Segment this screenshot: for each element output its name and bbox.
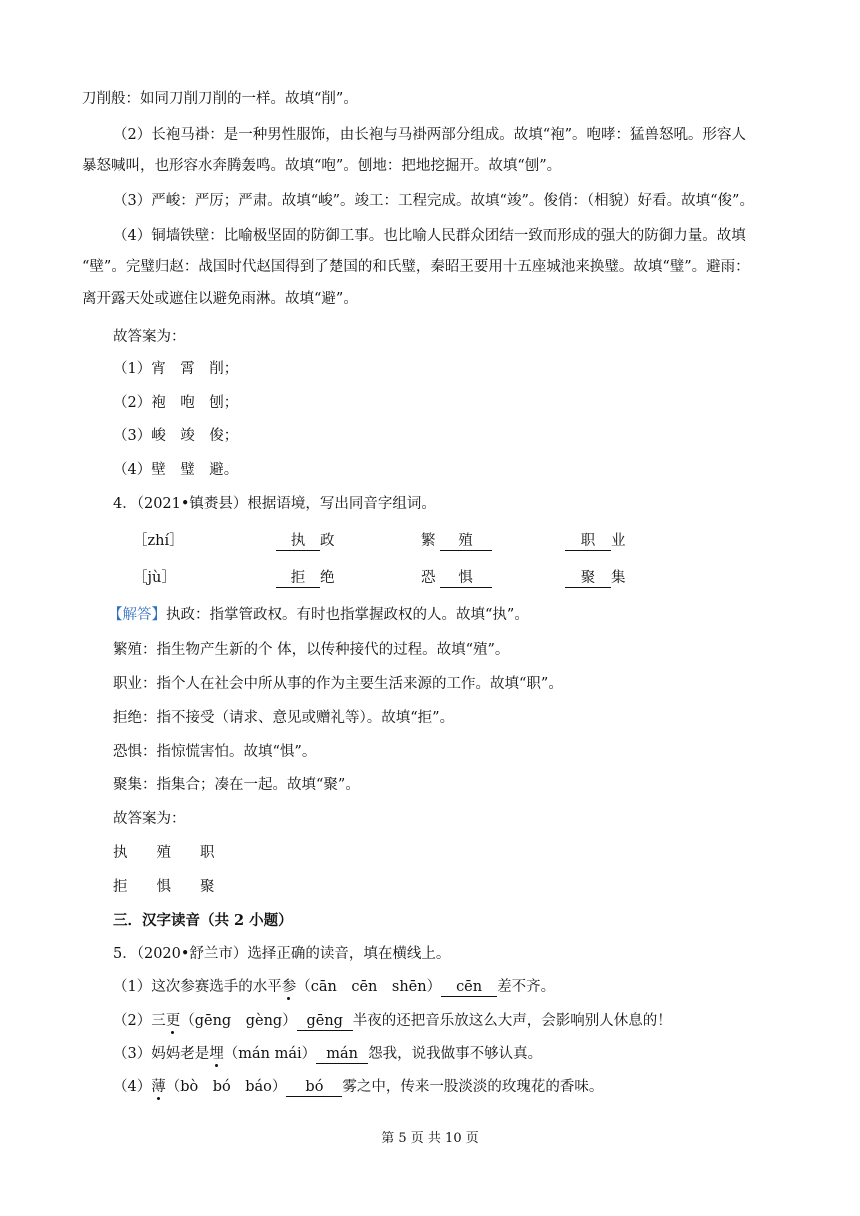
marked-character: 埋	[209, 1046, 224, 1062]
word-2-2: 恐 惧	[421, 568, 492, 588]
word-2-1: 拒 绝	[276, 568, 335, 588]
answer-explanation-4: 拒绝：指不接受（请求、意见或赠礼等）。故填“拒”。	[113, 710, 455, 726]
page-footer: 第 5 页 共 10 页	[381, 1131, 479, 1146]
blank-answer: gēng	[297, 1012, 353, 1031]
answer-line-3: （3）峻 竣 俊；	[113, 428, 239, 444]
answer-explanation-3: 职业：指个人在社会中所从事的作为主要生活来源的工作。故填“职”。	[113, 676, 563, 692]
blank-answer: 殖	[440, 532, 492, 551]
answer-row-1: 执 殖 职	[113, 845, 215, 861]
answer-row-2: 拒 惧 聚	[113, 879, 215, 895]
explanation-2-line-2: 暴怒喊叫，也形容水奔腾轰鸣。故填“咆”。刨地：把地挖掘开。故填“刨”。	[82, 158, 562, 174]
marked-character: 薄	[151, 1079, 166, 1095]
question-4-title: 4．（2021•镇赉县）根据语境，写出同音字组词。	[113, 496, 436, 512]
paragraph-continuation: 刀削般：如同刀削刀削的一样。故填“削”。	[82, 91, 358, 107]
word-1-1: 执 政	[276, 531, 335, 551]
pinyin-ju: ［jù］	[133, 570, 176, 586]
blank-answer: 职	[565, 532, 611, 551]
question-5-title: 5．（2020•舒兰市）选择正确的读音，填在横线上。	[113, 946, 451, 962]
blank-answer: 执	[276, 532, 320, 551]
blank-answer: mán	[316, 1045, 368, 1064]
answer-label-4: 故答案为：	[113, 811, 186, 827]
section-heading: 三．汉字读音（共 2 小题）	[113, 912, 293, 929]
word-2-3: 聚 集	[565, 568, 626, 588]
answer-tag: 【解答】	[108, 607, 166, 623]
blank-answer: cēn	[441, 978, 497, 997]
answer-explanation-5: 恐惧：指惊慌害怕。故填“惧”。	[113, 744, 317, 760]
word-1-3: 职 业	[565, 531, 626, 551]
answer-line-1: （1）宵 霄 削；	[113, 361, 239, 377]
answer-line-4: （4）壁 璧 避。	[113, 462, 239, 478]
explanation-4-line-1: （4）铜墙铁壁：比喻极坚固的防御工事。也比喻人民群众团结一致而形成的强大的防御力量。故填	[113, 228, 746, 244]
pinyin-zhi: ［zhí］	[133, 533, 184, 549]
marked-character: 更	[165, 1013, 181, 1029]
question-5-item-3: （3）妈妈老是埋（mán mái） mán 怨我，说我做事不够认真。	[113, 1046, 543, 1062]
blank-answer: 聚	[565, 569, 611, 588]
question-5-item-1: （1）这次参赛选手的水平参（cān cēn shēn） cēn 差不齐。	[113, 979, 556, 995]
answer-explanation-2: 繁殖：指生物产生新的个 体，以传种接代的过程。故填“殖”。	[113, 642, 510, 658]
question-5-item-2: （2）三更（gēng gèng） gēng 半夜的还把音乐放这么大声，会影响别人休息的！	[113, 1013, 672, 1029]
explanation-4-line-3: 离开露天处或遮住以避免雨淋。故填“避”。	[82, 291, 358, 307]
marked-character: 参	[281, 979, 297, 995]
explanation-4-line-2: “壁”。完璧归赵：战国时代赵国得到了楚国的和氏璧，秦昭王要用十五座城池来换璧。故填“璧”。避雨：	[82, 259, 750, 275]
answer-explanation-1: 【解答】执政：指掌管政权。有时也指掌握政权的人。故填“执”。	[108, 607, 529, 623]
explanation-3: （3）严峻：严厉；严肃。故填“峻”。竣工：工程完成。故填“竣”。俊俏：（相貌）好看。故填“俊”。	[113, 193, 754, 209]
explanation-2-line-1: （2）长袍马褂：是一种男性服饰，由长袍与马褂两部分组成。故填“袍”。咆哮：猛兽怒吼。形容人	[113, 127, 747, 143]
blank-answer: 拒	[276, 569, 320, 588]
answer-explanation-6: 聚集：指集合；凑在一起。故填“聚”。	[113, 777, 360, 793]
answer-line-2: （2）袍 咆 刨；	[113, 395, 239, 411]
question-5-item-4: （4）薄（bò bó báo） bó 雾之中，传来一股淡淡的玫瑰花的香味。	[113, 1079, 604, 1095]
blank-answer: bó	[286, 1078, 342, 1097]
word-1-2: 繁 殖	[421, 531, 492, 551]
answer-label: 故答案为：	[113, 329, 186, 345]
blank-answer: 惧	[440, 569, 492, 588]
